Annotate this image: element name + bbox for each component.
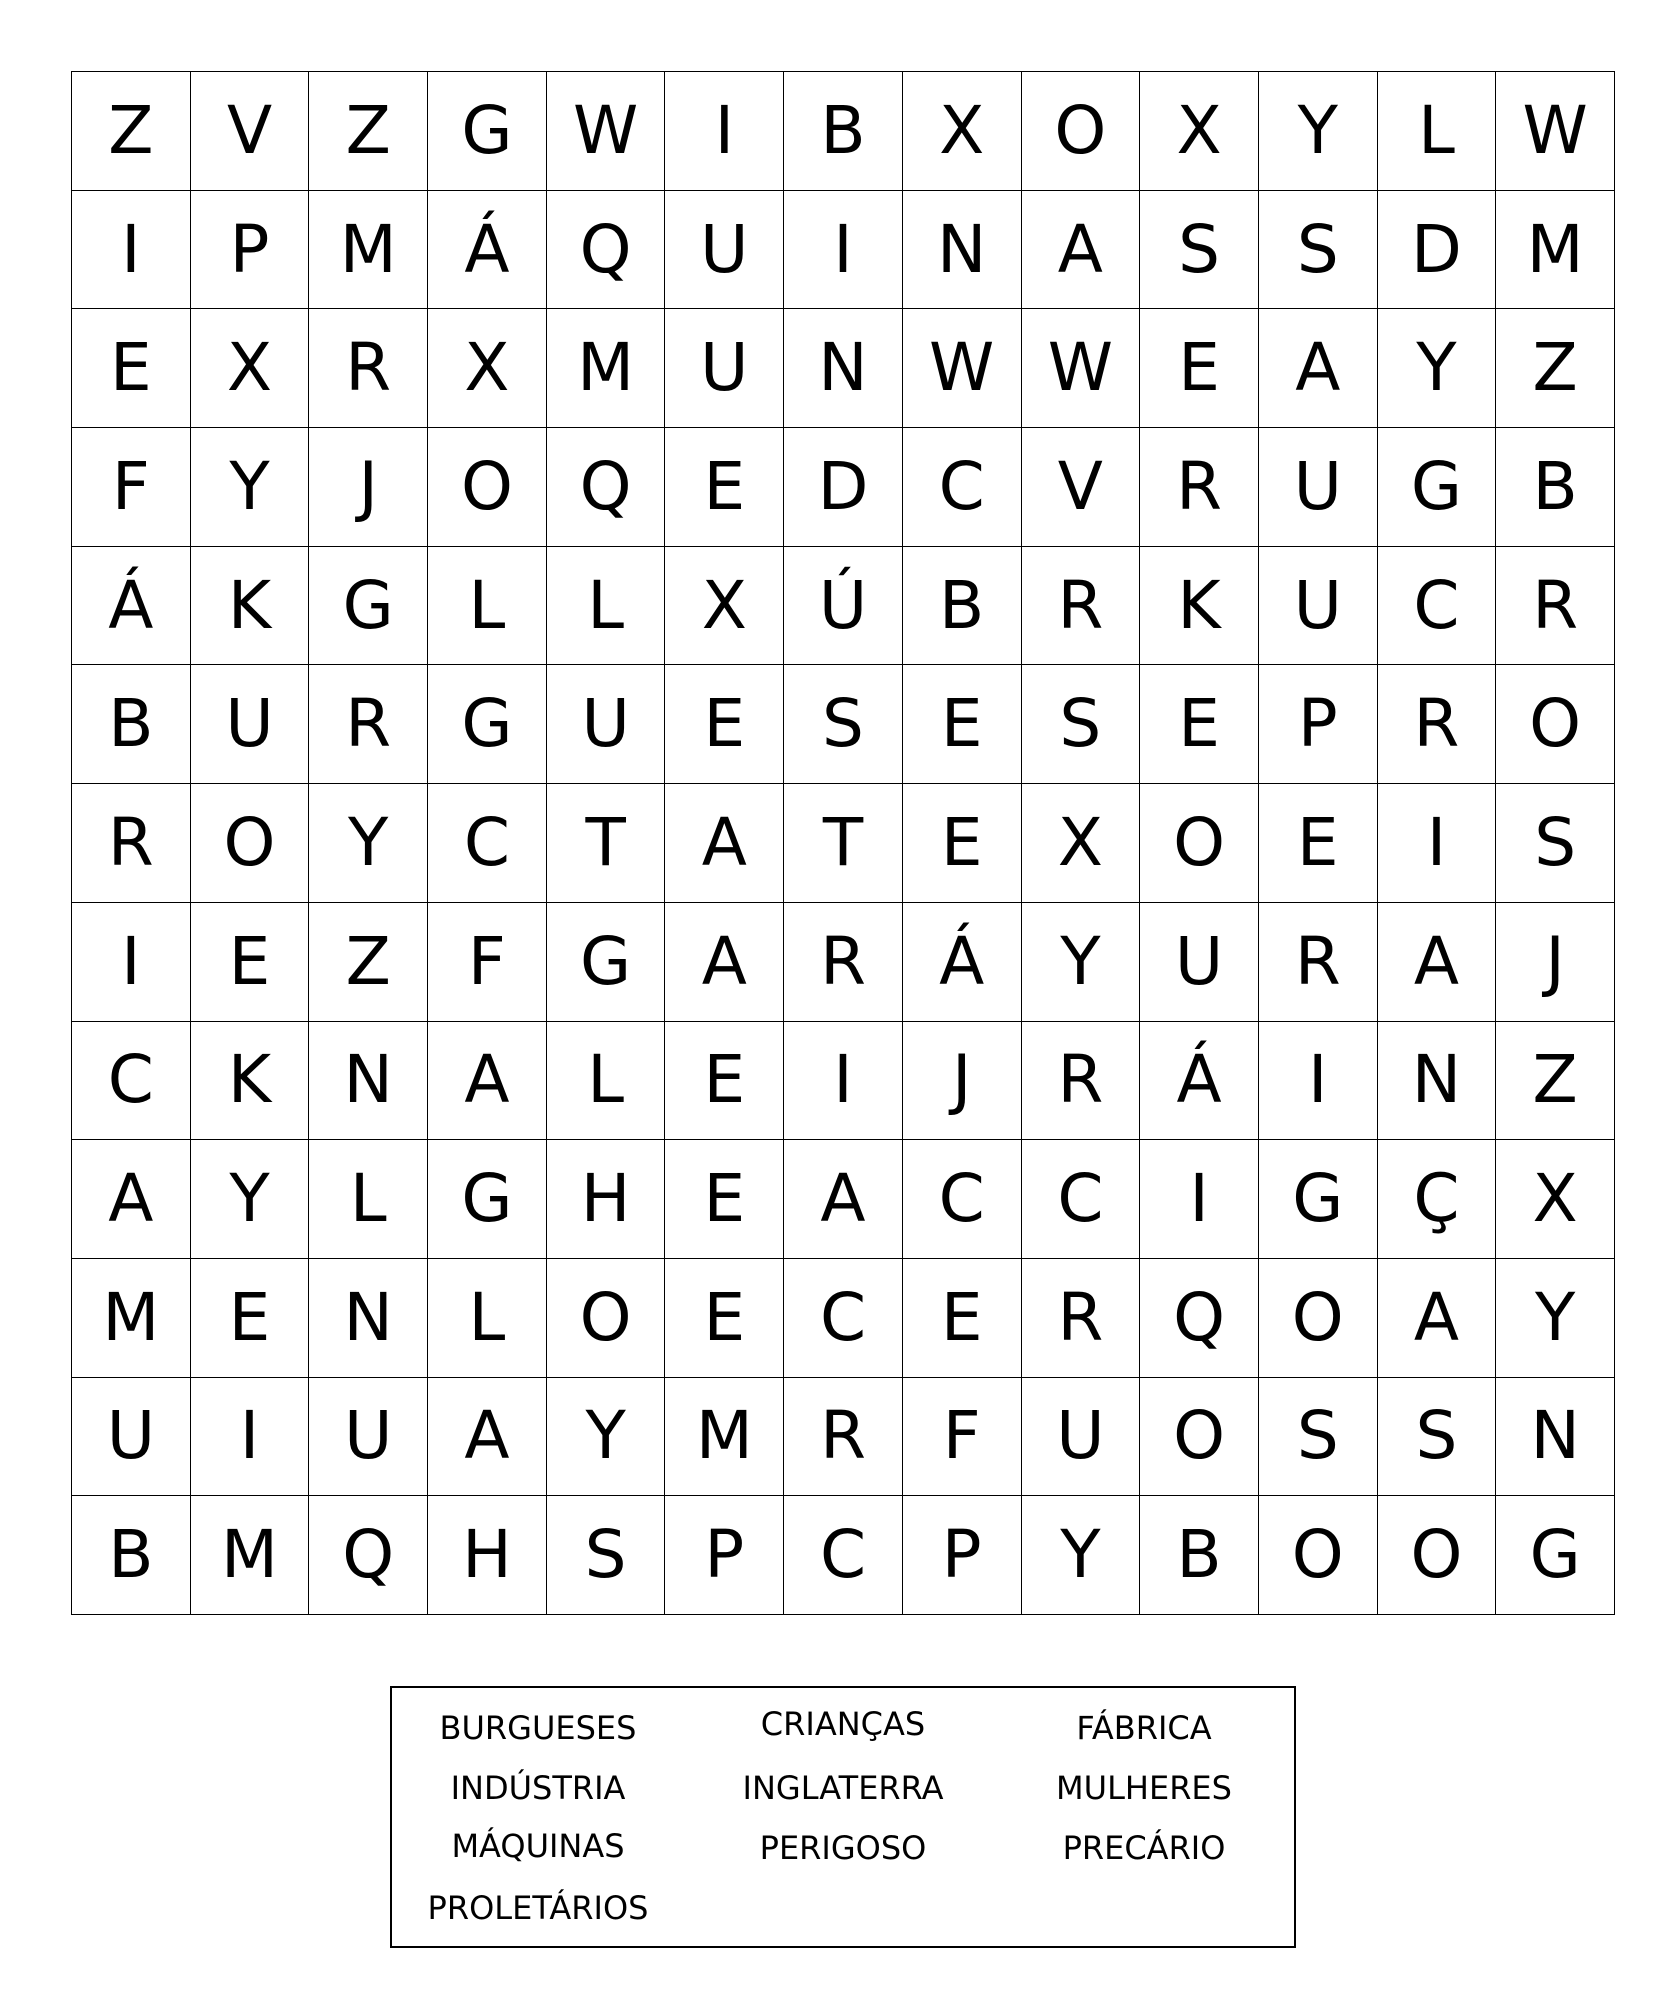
grid-cell: E: [72, 309, 191, 428]
grid-cell: S: [1259, 1378, 1378, 1497]
grid-cell: L: [428, 1259, 547, 1378]
word-list-item: PERIGOSO: [759, 1829, 927, 1867]
grid-cell: J: [309, 428, 428, 547]
grid-cell: C: [784, 1496, 903, 1615]
grid-cell: R: [1496, 547, 1615, 666]
grid-cell: Á: [1140, 1022, 1259, 1141]
grid-cell: Y: [1496, 1259, 1615, 1378]
grid-cell: R: [72, 784, 191, 903]
grid-cell: G: [547, 903, 666, 1022]
grid-cell: Q: [309, 1496, 428, 1615]
grid-cell: E: [903, 665, 1022, 784]
grid-cell: U: [1259, 547, 1378, 666]
grid-cell: Q: [547, 428, 666, 547]
grid-cell: L: [1378, 72, 1497, 191]
grid-cell: C: [903, 1140, 1022, 1259]
word-list-item: MÁQUINAS: [451, 1827, 625, 1865]
grid-cell: G: [428, 665, 547, 784]
grid-cell: O: [428, 428, 547, 547]
grid-cell: A: [784, 1140, 903, 1259]
grid-cell: V: [191, 72, 310, 191]
grid-cell: J: [903, 1022, 1022, 1141]
grid-cell: I: [1378, 784, 1497, 903]
grid-cell: Z: [72, 72, 191, 191]
grid-cell: B: [784, 72, 903, 191]
grid-cell: M: [1496, 191, 1615, 310]
grid-cell: L: [547, 547, 666, 666]
grid-cell: U: [665, 309, 784, 428]
grid-cell: M: [547, 309, 666, 428]
grid-cell: L: [547, 1022, 666, 1141]
grid-cell: K: [1140, 547, 1259, 666]
grid-cell: E: [191, 1259, 310, 1378]
grid-cell: J: [1496, 903, 1615, 1022]
grid-cell: Á: [903, 903, 1022, 1022]
grid-cell: I: [191, 1378, 310, 1497]
word-list-item: BURGUESES: [439, 1709, 637, 1747]
grid-cell: R: [1022, 547, 1141, 666]
grid-cell: E: [1140, 309, 1259, 428]
grid-cell: C: [903, 428, 1022, 547]
grid-cell: I: [72, 903, 191, 1022]
grid-cell: U: [665, 191, 784, 310]
grid-cell: O: [547, 1259, 666, 1378]
word-list-item: MULHERES: [1056, 1769, 1232, 1807]
grid-cell: Ú: [784, 547, 903, 666]
grid-cell: E: [665, 1140, 784, 1259]
grid-cell: B: [72, 665, 191, 784]
grid-cell: G: [1259, 1140, 1378, 1259]
grid-cell: R: [1378, 665, 1497, 784]
grid-cell: T: [784, 784, 903, 903]
grid-cell: G: [1378, 428, 1497, 547]
grid-cell: Z: [1496, 309, 1615, 428]
grid-cell: E: [665, 665, 784, 784]
grid-cell: S: [1022, 665, 1141, 784]
grid-cell: Á: [428, 191, 547, 310]
grid-cell: C: [784, 1259, 903, 1378]
word-list-item: INGLATERRA: [742, 1769, 944, 1807]
grid-cell: E: [1259, 784, 1378, 903]
grid-cell: U: [72, 1378, 191, 1497]
grid-cell: B: [903, 547, 1022, 666]
grid-cell: R: [1022, 1259, 1141, 1378]
grid-cell: A: [1259, 309, 1378, 428]
grid-cell: G: [428, 72, 547, 191]
grid-cell: A: [1378, 1259, 1497, 1378]
grid-cell: X: [903, 72, 1022, 191]
grid-cell: O: [191, 784, 310, 903]
grid-cell: R: [1140, 428, 1259, 547]
grid-cell: I: [784, 1022, 903, 1141]
grid-cell: N: [309, 1022, 428, 1141]
grid-cell: G: [428, 1140, 547, 1259]
grid-cell: U: [191, 665, 310, 784]
grid-cell: U: [1140, 903, 1259, 1022]
grid-cell: N: [903, 191, 1022, 310]
word-list-item: FÁBRICA: [1076, 1709, 1212, 1747]
grid-cell: U: [1022, 1378, 1141, 1497]
grid-cell: E: [1140, 665, 1259, 784]
word-list-box: [390, 1686, 1296, 1948]
grid-cell: I: [72, 191, 191, 310]
grid-cell: A: [428, 1022, 547, 1141]
grid-cell: E: [903, 1259, 1022, 1378]
grid-cell: T: [547, 784, 666, 903]
grid-cell: P: [191, 191, 310, 310]
grid-cell: U: [309, 1378, 428, 1497]
grid-cell: X: [665, 547, 784, 666]
grid-cell: B: [1140, 1496, 1259, 1615]
grid-cell: L: [309, 1140, 428, 1259]
grid-cell: Q: [547, 191, 666, 310]
grid-cell: F: [72, 428, 191, 547]
grid-cell: A: [1022, 191, 1141, 310]
grid-cell: X: [1140, 72, 1259, 191]
grid-cell: S: [1140, 191, 1259, 310]
grid-cell: R: [309, 665, 428, 784]
grid-cell: B: [72, 1496, 191, 1615]
grid-cell: A: [428, 1378, 547, 1497]
grid-cell: H: [428, 1496, 547, 1615]
grid-cell: K: [191, 547, 310, 666]
grid-cell: S: [547, 1496, 666, 1615]
grid-cell: F: [428, 903, 547, 1022]
grid-cell: Y: [309, 784, 428, 903]
grid-cell: P: [665, 1496, 784, 1615]
grid-cell: K: [191, 1022, 310, 1141]
grid-cell: A: [1378, 903, 1497, 1022]
grid-cell: I: [1259, 1022, 1378, 1141]
grid-cell: Y: [547, 1378, 666, 1497]
grid-cell: Z: [1496, 1022, 1615, 1141]
grid-cell: A: [665, 903, 784, 1022]
grid-cell: Z: [309, 903, 428, 1022]
grid-cell: D: [1378, 191, 1497, 310]
grid-cell: W: [1022, 309, 1141, 428]
grid-cell: S: [1378, 1378, 1497, 1497]
grid-cell: C: [1378, 547, 1497, 666]
grid-cell: E: [665, 428, 784, 547]
grid-cell: N: [309, 1259, 428, 1378]
letter-grid: [71, 71, 1615, 1615]
grid-cell: M: [72, 1259, 191, 1378]
grid-cell: R: [1022, 1022, 1141, 1141]
grid-cell: N: [1378, 1022, 1497, 1141]
grid-cell: G: [309, 547, 428, 666]
grid-cell: Q: [1140, 1259, 1259, 1378]
grid-cell: Á: [72, 547, 191, 666]
grid-cell: I: [665, 72, 784, 191]
word-list-item: CRIANÇAS: [760, 1705, 926, 1743]
grid-cell: R: [784, 1378, 903, 1497]
grid-cell: G: [1496, 1496, 1615, 1615]
grid-cell: O: [1022, 72, 1141, 191]
grid-cell: E: [665, 1259, 784, 1378]
grid-cell: R: [1259, 903, 1378, 1022]
grid-cell: A: [665, 784, 784, 903]
grid-cell: O: [1259, 1259, 1378, 1378]
grid-cell: U: [547, 665, 666, 784]
word-list-item: PRECÁRIO: [1062, 1829, 1226, 1867]
grid-cell: E: [191, 903, 310, 1022]
grid-cell: X: [428, 309, 547, 428]
grid-cell: F: [903, 1378, 1022, 1497]
grid-cell: U: [1259, 428, 1378, 547]
grid-cell: N: [1496, 1378, 1615, 1497]
grid-cell: C: [428, 784, 547, 903]
grid-cell: Z: [309, 72, 428, 191]
grid-cell: N: [784, 309, 903, 428]
grid-cell: Y: [1022, 903, 1141, 1022]
grid-cell: O: [1378, 1496, 1497, 1615]
grid-cell: E: [903, 784, 1022, 903]
grid-cell: C: [72, 1022, 191, 1141]
grid-cell: X: [1022, 784, 1141, 903]
grid-cell: Y: [191, 428, 310, 547]
grid-cell: A: [72, 1140, 191, 1259]
grid-cell: Y: [1259, 72, 1378, 191]
word-list-item: PROLETÁRIOS: [427, 1889, 649, 1927]
grid-cell: B: [1496, 428, 1615, 547]
grid-cell: M: [191, 1496, 310, 1615]
grid-cell: X: [1496, 1140, 1615, 1259]
grid-cell: S: [1259, 191, 1378, 310]
grid-cell: X: [191, 309, 310, 428]
grid-cell: M: [665, 1378, 784, 1497]
grid-cell: R: [784, 903, 903, 1022]
grid-cell: O: [1140, 1378, 1259, 1497]
grid-cell: I: [1140, 1140, 1259, 1259]
grid-cell: I: [784, 191, 903, 310]
grid-cell: M: [309, 191, 428, 310]
grid-cell: O: [1140, 784, 1259, 903]
grid-cell: Ç: [1378, 1140, 1497, 1259]
grid-cell: C: [1022, 1140, 1141, 1259]
grid-cell: E: [665, 1022, 784, 1141]
grid-cell: P: [1259, 665, 1378, 784]
grid-cell: Y: [1022, 1496, 1141, 1615]
grid-cell: H: [547, 1140, 666, 1259]
grid-cell: Y: [191, 1140, 310, 1259]
grid-cell: P: [903, 1496, 1022, 1615]
grid-cell: W: [1496, 72, 1615, 191]
grid-cell: D: [784, 428, 903, 547]
grid-cell: S: [784, 665, 903, 784]
word-list-item: INDÚSTRIA: [450, 1769, 626, 1807]
grid-cell: O: [1496, 665, 1615, 784]
grid-cell: V: [1022, 428, 1141, 547]
grid-cell: Y: [1378, 309, 1497, 428]
grid-cell: R: [309, 309, 428, 428]
grid-cell: W: [903, 309, 1022, 428]
grid-cell: W: [547, 72, 666, 191]
grid-cell: O: [1259, 1496, 1378, 1615]
grid-cell: S: [1496, 784, 1615, 903]
grid-cell: L: [428, 547, 547, 666]
